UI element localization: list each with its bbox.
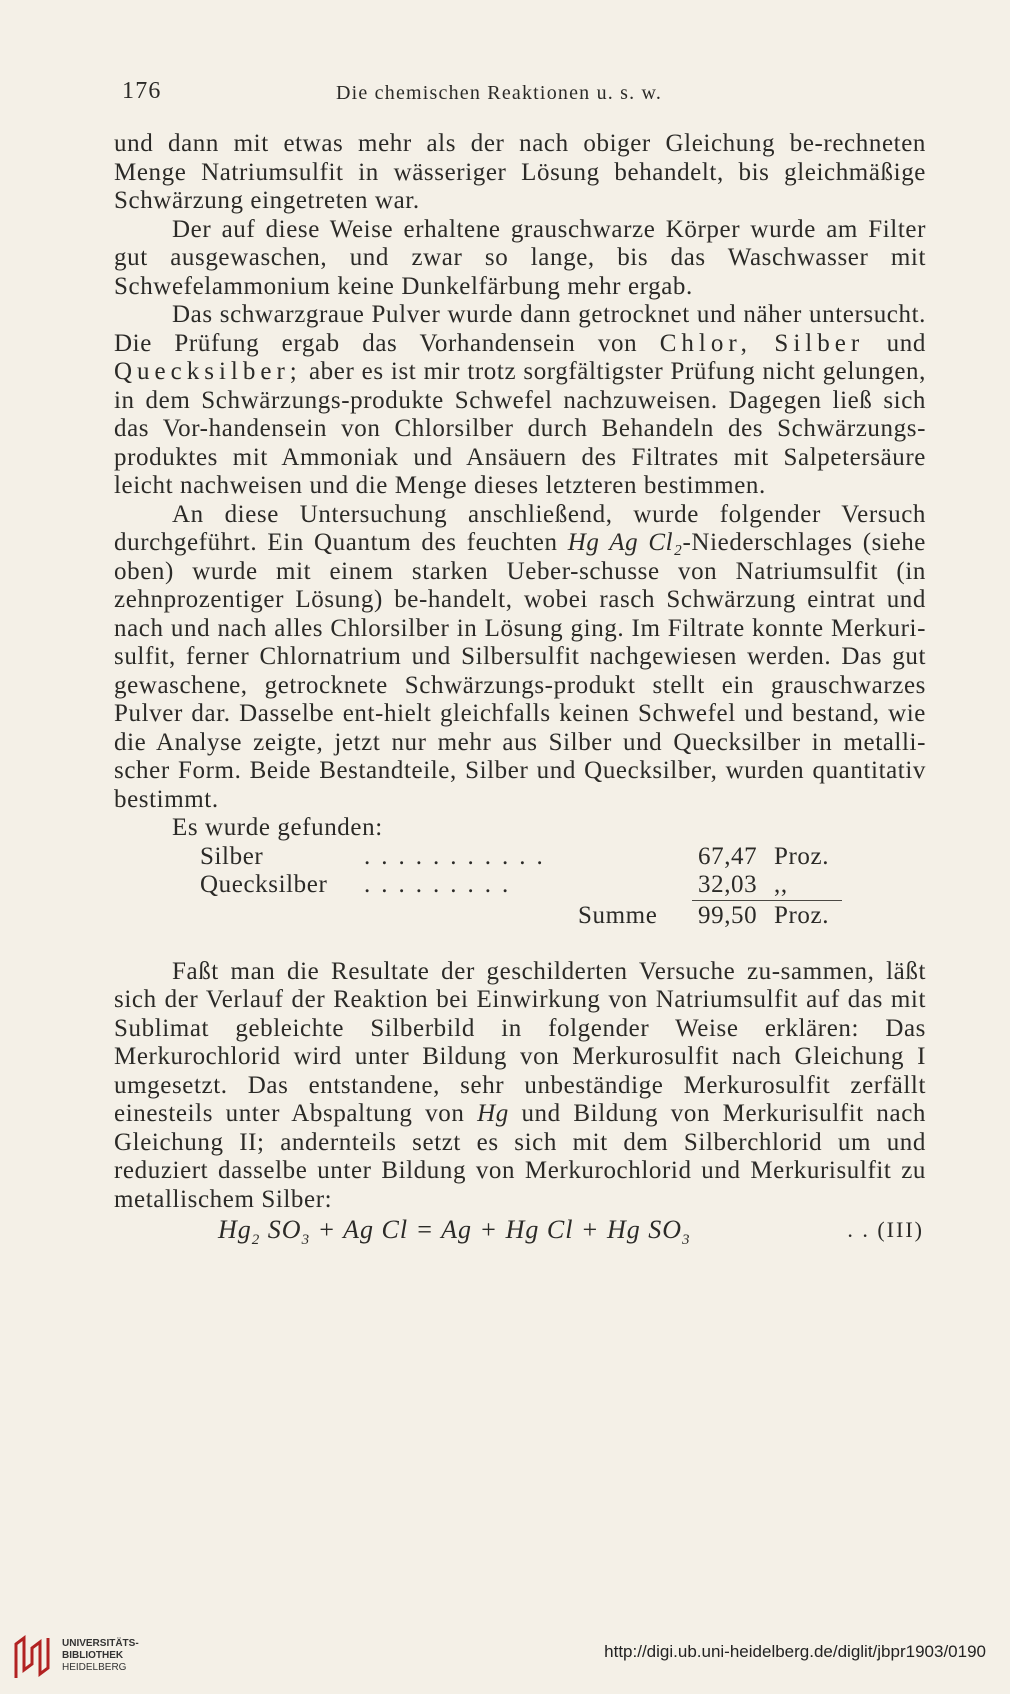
results-intro: Es wurde gefunden: xyxy=(172,814,383,841)
paragraph-4-end: -Niederschlages (siehe oben) wurde mit einem starken Ueber-schusse von Natriumsulfit (in zehnprozentiger Lösung) be-handelt, wobei rasch Schwärzung eintrat und nach und nach alles Chlorsilber in Lösung ging. Im Filtrate konnte Merkuri-sulfit, ferner Chlornatrium und Silbersulfit nachgewiesen werden. Das gut gewaschene, getrocknete Schwärzungs-produkt stellt ein grauschwarzes Pulver dar. Dasselbe ent-hielt gleichfalls keinen Schwefel und bestand, wie die Analyse zeigte, jetzt nur mehr aus Silber und Quecksilber in metalli-scher Form. Beide Bestandteile, Silber und Quecksilber, wurden quantitativ bestimmt. xyxy=(114,529,926,813)
result-value: 32,03 xyxy=(698,871,758,898)
inline-formula: Hg Ag Cl₂ xyxy=(567,529,683,556)
paragraph-5 xyxy=(114,958,926,1215)
spaced-silber: Silber xyxy=(774,329,865,357)
eq-part: + Ag Cl = Ag + Hg Cl + Hg SO xyxy=(310,1215,683,1244)
result-sum-row xyxy=(114,902,926,932)
spacer xyxy=(114,932,926,958)
eq-part: Hg xyxy=(218,1215,252,1244)
library-name xyxy=(62,1638,139,1674)
running-title: Die chemischen Reaktionen u. s. w. xyxy=(336,82,663,104)
source-url-link[interactable]: http://digi.ub.uni-heidelberg.de/diglit/jbpr1903/0190 xyxy=(604,1642,986,1661)
inline-hg: Hg xyxy=(477,1100,509,1127)
digitization-footer xyxy=(0,1620,1010,1694)
paragraph-4-start: An diese Untersuchung anschließend, wurde folgender Versuch durchgeführt. Ein Quantum des feuchten xyxy=(114,500,926,556)
result-unit: Proz. xyxy=(774,842,830,870)
page-header xyxy=(118,78,928,108)
eq-subscript: 3 xyxy=(682,1232,691,1249)
paragraph-5-end: und Bildung von Merkurisulfit nach Gleichung II; andernteils setzt es sich mit dem Silberchlorid um und reduziert dasselbe unter Bildung von Merkurochlorid und Merkurisulfit zu metallischem Silber: xyxy=(114,1100,926,1213)
page-number: 176 xyxy=(122,78,162,104)
result-row xyxy=(114,871,926,900)
results-table xyxy=(114,814,926,932)
result-value: 67,47 xyxy=(698,842,758,870)
leader-dots: ......... xyxy=(364,871,520,898)
paragraph-5-start: Faßt man die Resultate der geschilderten Versuche zu-sammen, läßt sich der Verlauf der Reaktion bei Einwirkung von Natriumsulfit auf das mit Sublimat gebleichte Silberbild in folgender Weise erklären: Das Merkurochlorid wird unter Bildung von Merkurosulfit nach Gleichung I umgesetzt. Das entstandene, sehr unbeständige Merkurosulfit zerfällt einesteils unter Abspaltung von xyxy=(114,957,926,1127)
equation-formula xyxy=(218,1216,691,1255)
library-line-2: BIBLIOTHEK xyxy=(62,1650,124,1661)
paragraph-4 xyxy=(114,501,926,815)
paragraph-2: Der auf diese Weise erhaltene grauschwarze Körper wurde am Filter gut ausgewaschen, und zwar so lange, bis das Waschwasser mit Schwefelammonium keine Dunkelfärbung mehr ergab. xyxy=(114,215,926,300)
word-und: und xyxy=(886,329,926,357)
sum-value: 99,50 xyxy=(698,901,758,929)
paragraph-3 xyxy=(114,301,926,501)
result-label: Silber xyxy=(200,842,264,870)
eq-part: SO xyxy=(260,1215,302,1244)
library-line-3: HEIDELBERG xyxy=(62,1662,127,1673)
spaced-chlor: Chlor, xyxy=(659,329,752,357)
sum-label: Summe xyxy=(578,901,658,929)
sum-unit: Proz. xyxy=(774,901,830,929)
eq-subscript: 3 xyxy=(301,1232,311,1249)
spaced-quecksilber: Quecksilber; xyxy=(114,358,302,385)
library-line-1: UNIVERSITÄTS- xyxy=(62,1638,139,1649)
equation-number: . . (III) xyxy=(847,1217,924,1242)
eq-subscript: 2 xyxy=(251,1232,261,1249)
equation-iii xyxy=(114,1216,926,1250)
paragraph-3-start: Das schwarzgraue Pulver wurde dann getrocknet und näher untersucht. Die Prüfung ergab das Vorhandensein von xyxy=(114,301,926,357)
library-logo-icon xyxy=(12,1634,54,1680)
body-text xyxy=(114,130,926,1250)
leader-dots: ........... xyxy=(364,842,554,870)
paragraph-1: und dann mit etwas mehr als der nach obiger Gleichung be-rechneten Menge Natriumsulfit in wässeriger Lösung behandelt, bis gleichmäßige Schwärzung eingetreten war. xyxy=(114,130,926,214)
sum-rule-line xyxy=(692,900,842,901)
result-label: Quecksilber xyxy=(200,871,328,898)
result-unit: ,, xyxy=(774,871,788,898)
paragraph-3-end: aber es ist mir trotz sorgfältigster Prüfung nicht gelungen, in dem Schwärzungs-produkte Schwefel nachzuweisen. Dagegen ließ sich das Vor-handensein von Chlorsilber durch Behandeln des Schwärzungs-produktes mit Ammoniak und Ansäuern des Filtrates mit Salpetersäure leicht nachweisen und die Menge dieses letzteren bestimmen. xyxy=(114,358,926,499)
result-row xyxy=(114,843,926,872)
